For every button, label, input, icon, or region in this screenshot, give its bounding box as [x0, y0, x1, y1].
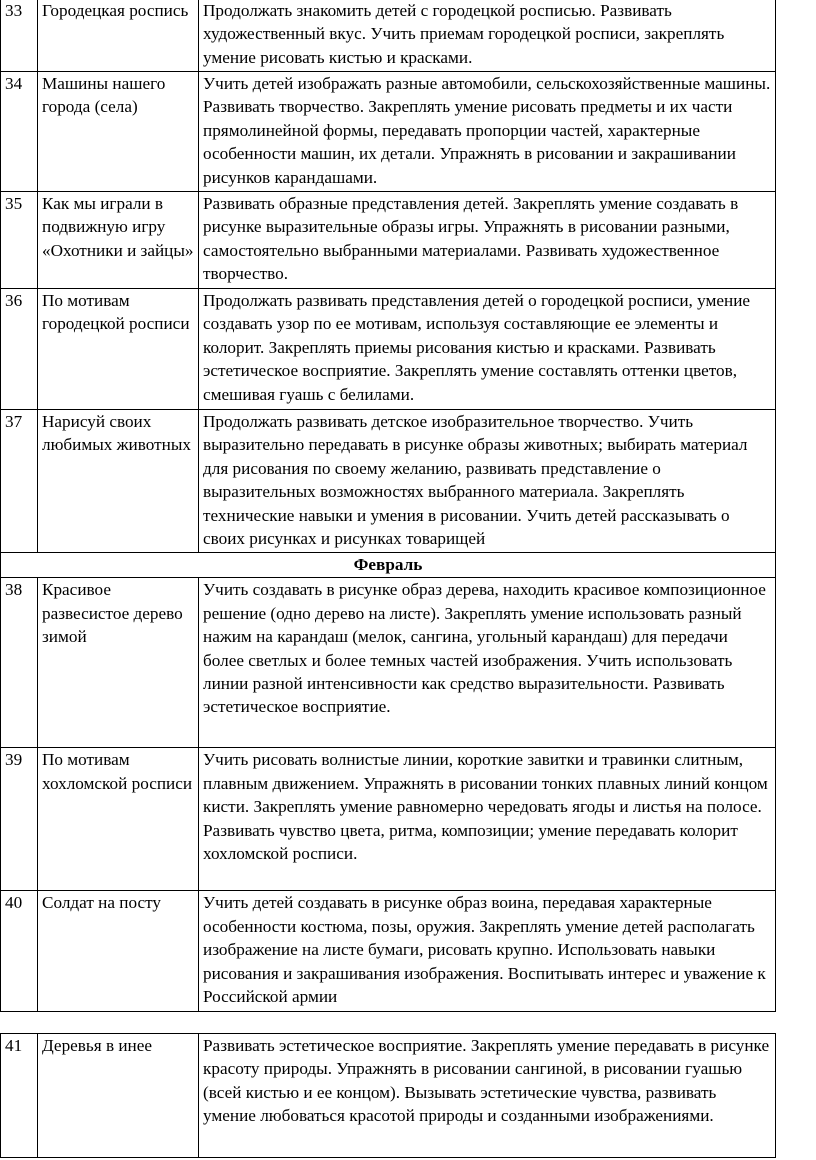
lesson-number: 38 — [1, 578, 38, 748]
lesson-number: 41 — [1, 1034, 38, 1158]
month-row — [1, 553, 776, 578]
table-row — [1, 748, 776, 891]
table-row — [1, 289, 776, 410]
lesson-number: 35 — [1, 192, 38, 289]
lesson-goal: Развивать эстетическое восприятие. Закреплять умение передавать в рисунке красоту природы. Упражнять в рисовании сангиной, в рисовании гуашью (всей кистью и ее концом). Вызывать эстетические чувства, развивать умение любоваться красотой природы и созданными изображениями. — [199, 1034, 776, 1158]
table-row — [1, 192, 776, 289]
lesson-goal: Продолжать развивать детское изобразительное творчество. Учить выразительно передавать в рисунке образы животных; выбирать материал для рисования по своему желанию, развивать представление о выразительных возможностях выбранного материала. Закреплять технические навыки и умения в рисовании. Учить детей рассказывать о своих рисунках и рисунках товарищей — [199, 410, 776, 553]
table-row — [1, 410, 776, 553]
lesson-goal: Развивать образные представления детей. Закреплять умение создавать в рисунке выразительные образы игры. Упражнять в рисовании разными, самостоятельно выбранными материалами. Развивать художественное творчество. — [199, 192, 776, 289]
table-row — [1, 0, 776, 72]
lesson-number: 34 — [1, 72, 38, 192]
lesson-goal: Учить создавать в рисунке образ дерева, находить красивое композиционное решение (одно дерево на листе). Закреплять умение использовать разный нажим на карандаш (мелок, сангина, угольный карандаш) для передачи более светлых и более темных частей изображения. Учить использовать линии разной интенсивности как средство выразительности. Развивать эстетическое восприятие. — [199, 578, 776, 748]
lesson-topic: Нарисуй своих любимых животных — [38, 410, 199, 553]
lesson-topic: Деревья в инее — [38, 1034, 199, 1158]
lesson-number: 36 — [1, 289, 38, 410]
lesson-topic: Солдат на посту — [38, 891, 199, 1012]
month-heading: Февраль — [1, 553, 776, 578]
lesson-goal: Учить детей изображать разные автомобили, сельскохозяйственные машины. Развивать творчество. Закреплять умение рисовать предметы и их части прямолинейной формы, передавать пропорции частей, характерные особенности машин, их детали. Упражнять в рисовании и закрашивании рисунков карандашами. — [199, 72, 776, 192]
table-row — [1, 1034, 776, 1158]
lesson-goal: Продолжать развивать представления детей о городецкой росписи, умение создавать узор по ее мотивам, используя составляющие ее элементы и колорит. Закреплять приемы рисования кистью и красками. Развивать эстетическое восприятие. Закреплять умение составлять оттенки цветов, смешивая гуашь с белилами. — [199, 289, 776, 410]
lesson-number: 37 — [1, 410, 38, 553]
lesson-topic: Машины нашего города (села) — [38, 72, 199, 192]
lesson-topic: По мотивам городецкой росписи — [38, 289, 199, 410]
lesson-goal: Учить детей создавать в рисунке образ воина, передавая характерные особенности костюма, позы, оружия. Закреплять умение детей располагать изображение на листе бумаги, рисовать крупно. Использовать навыки рисования и закрашивания изображения. Воспитывать интерес и уважение к Российской армии — [199, 891, 776, 1012]
lesson-topic: Красивое развесистое дерево зимой — [38, 578, 199, 748]
lesson-number: 40 — [1, 891, 38, 1012]
lesson-number: 33 — [1, 0, 38, 72]
table-row — [1, 72, 776, 192]
lesson-topic: Как мы играли в подвижную игру «Охотники и зайцы» — [38, 192, 199, 289]
lesson-goal: Учить рисовать волнистые линии, короткие завитки и травинки слитным, плавным движением. Упражнять в рисовании тонких плавных линий концом кисти. Закреплять умение равномерно чередовать ягоды и листья на полосе. Развивать чувство цвета, ритма, композиции; умение передавать колорит хохломской росписи. — [199, 748, 776, 891]
table-row — [1, 578, 776, 748]
lesson-number: 39 — [1, 748, 38, 891]
lesson-plan-table-continued — [0, 1033, 776, 1158]
lesson-goal: Продолжать знакомить детей с городецкой росписью. Развивать художественный вкус. Учить приемам городецкой росписи, закреплять умение рисовать кистью и красками. — [199, 0, 776, 72]
table-row — [1, 891, 776, 1012]
lesson-topic: По мотивам хохломской росписи — [38, 748, 199, 891]
lesson-topic: Городецкая роспись — [38, 0, 199, 72]
